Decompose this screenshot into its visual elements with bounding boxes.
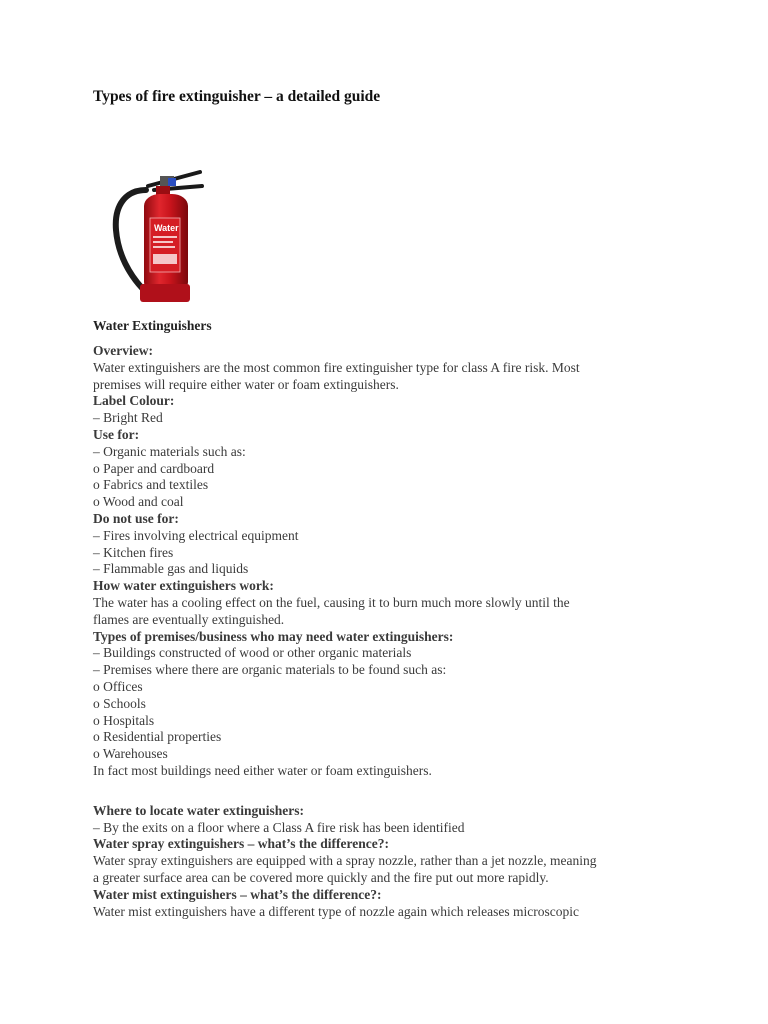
text-line: o Hospitals xyxy=(93,712,155,728)
subheading: Do not use for: xyxy=(93,510,179,526)
figure-label: Water xyxy=(154,223,179,233)
text-line: Water mist extinguishers have a different type of nozzle again which releases microscopic xyxy=(93,903,579,919)
text-line: a greater surface area can be covered more quickly and the fire put out more rapidly. xyxy=(93,869,549,885)
text-line: – Buildings constructed of wood or other organic materials xyxy=(93,645,412,661)
section-heading: Water Extinguishers xyxy=(93,318,212,333)
text-line: o Fabrics and textiles xyxy=(93,477,209,493)
text-line: – Bright Red xyxy=(93,410,163,426)
paragraph-gap xyxy=(93,780,693,803)
subheading: Water spray extinguishers – what’s the difference?: xyxy=(93,836,389,852)
subheading: Water mist extinguishers – what’s the difference?: xyxy=(93,886,382,902)
page-title: Types of fire extinguisher – a detailed guide xyxy=(93,88,381,105)
subheading: How water extinguishers work: xyxy=(93,578,274,594)
text-line: o Residential properties xyxy=(93,729,222,745)
text-line: Water extinguishers are the most common fire extinguisher type for class A fire risk. Most xyxy=(93,359,580,375)
text-line: flames are eventually extinguished. xyxy=(93,611,285,627)
subheading: Overview: xyxy=(93,343,153,358)
text-line: o Warehouses xyxy=(93,746,168,762)
subheading: Label Colour: xyxy=(93,393,175,409)
text-line: o Wood and coal xyxy=(93,494,184,510)
text-line: – Premises where there are organic materials to be found such as: xyxy=(93,662,447,678)
body-text xyxy=(93,343,693,920)
subheading: Where to locate water extinguishers: xyxy=(93,802,304,818)
text-line: o Paper and cardboard xyxy=(93,460,215,476)
text-line: – Fires involving electrical equipment xyxy=(93,527,299,543)
text-line: – Organic materials such as: xyxy=(93,443,246,459)
fire-extinguisher-image xyxy=(108,160,228,308)
text-line: The water has a cooling effect on the fuel, causing it to burn much more slowly until the xyxy=(93,594,570,610)
subheading: Use for: xyxy=(93,426,140,442)
text-line: – By the exits on a floor where a Class A fire risk has been identified xyxy=(93,819,465,835)
text-line: In fact most buildings need either water or foam extinguishers. xyxy=(93,762,432,778)
text-line: Water spray extinguishers are equipped with a spray nozzle, rather than a jet nozzle, meaning xyxy=(93,853,597,869)
text-line: o Schools xyxy=(93,695,146,711)
fire-extinguisher-icon xyxy=(108,160,228,308)
text-line: – Kitchen fires xyxy=(93,544,174,560)
text-line: o Offices xyxy=(93,678,143,694)
text-line: – Flammable gas and liquids xyxy=(93,561,249,577)
subheading: Types of premises/business who may need water extinguishers: xyxy=(93,628,454,644)
text-line: premises will require either water or foam extinguishers. xyxy=(93,376,399,392)
